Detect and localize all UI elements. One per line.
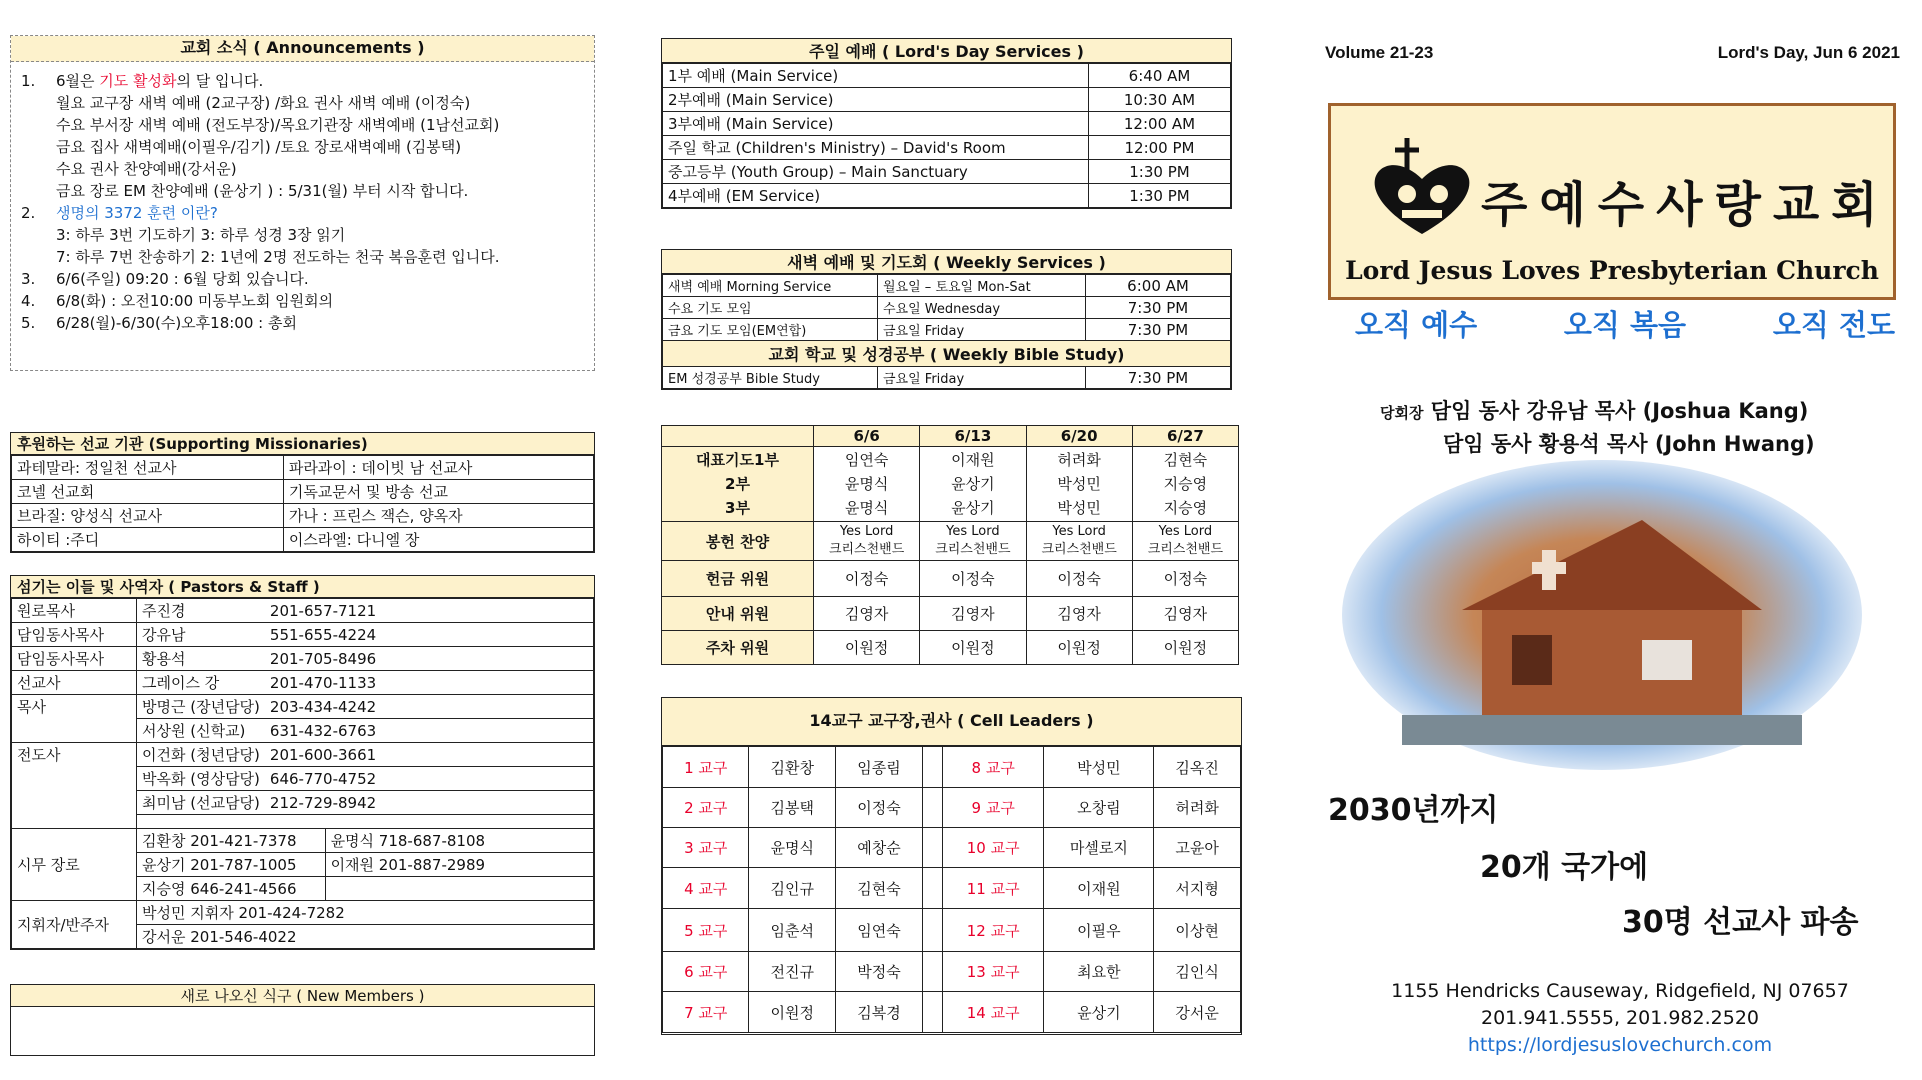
- table-row: 서상원 (신학교) 631-432-6763: [12, 719, 594, 743]
- list-item: 5. 6/28(월)-6/30(수)오후18:00 : 총회: [21, 314, 297, 332]
- table-row: 담임동사목사 황용석 201-705-8496: [12, 647, 594, 671]
- website-link[interactable]: https://lordjesuslovechurch.com: [1467, 1034, 1773, 1056]
- announcements-list: [11, 62, 594, 334]
- table-row: 주차 위원 이원정 이원정 이원정 이원정: [662, 631, 1239, 665]
- heart-cross-icon: [1367, 134, 1477, 244]
- church-logo: [1328, 103, 1896, 300]
- vision-line-3: 30명 선교사 파송: [1622, 905, 1859, 940]
- table-row: 수요 기도 모임 수요일 Wednesday 7:30 PM: [663, 297, 1231, 319]
- new-members-title: 새로 나오신 식구 ( New Members ): [11, 985, 594, 1007]
- list-item: 3: 하루 3번 기도하기 3: 하루 성경 3장 읽기: [56, 226, 346, 244]
- table-row: 2부예배 (Main Service) 10:30 AM: [663, 88, 1231, 112]
- volume-label: Volume 21-23: [1325, 43, 1434, 62]
- table-row: 강서운 201-546-4022: [12, 925, 594, 949]
- missionaries-box: [10, 432, 595, 553]
- table-row: 박옥화 (영상담당) 646-770-4752: [12, 767, 594, 791]
- table-row: 담임동사목사 강유남 551-655-4224: [12, 623, 594, 647]
- table-row: 헌금 위원 이정숙 이정숙 이정숙 이정숙: [662, 561, 1239, 597]
- church-building-photo: [1342, 460, 1862, 770]
- vision-line-2: 20개 국가에: [1480, 850, 1649, 885]
- table-row: 최미남 (선교담당) 212-729-8942: [12, 791, 594, 815]
- table-row: 전도사 이건화 (청년담당) 201-600-3661: [12, 743, 594, 767]
- table-row: 대표기도1부 2부 3부 임연숙 윤명식 윤명식 이재원 윤상기 윤상기 허려화 박성민 박성민 김현숙 지승영 지승영: [662, 447, 1239, 522]
- announcements-box: [10, 35, 595, 371]
- services-box: [661, 38, 1232, 209]
- table-row: 3 교구 윤명식 예창순 10 교구 마셀로지 고윤아: [663, 828, 1241, 868]
- table-row: 주일 학교 (Children's Ministry) – David's Room 12:00 PM: [663, 136, 1231, 160]
- vision-line-1: 2030년까지: [1328, 793, 1499, 828]
- table-row: 선교사 그레이스 강 201-470-1133: [12, 671, 594, 695]
- date-label: Lord's Day, Jun 6 2021: [1717, 43, 1900, 62]
- list-item: 2. 생명의 3372 훈련 이란?: [21, 204, 218, 222]
- table-row: 새벽 예배 Morning Service 월요일 – 토요일 Mon-Sat 6:00 AM: [663, 275, 1231, 297]
- duty-roster: [661, 425, 1239, 665]
- table-row: 시무 장로 김환창 201-421-7378 윤명식 718-687-8108: [12, 829, 594, 853]
- motto-item: 오직 복음: [1563, 308, 1687, 342]
- table-row: 4 교구 김인규 김현숙 11 교구 이재원 서지형: [663, 868, 1241, 909]
- cell-leaders-table: [662, 746, 1241, 1033]
- address: 1155 Hendricks Causeway, Ridgefield, NJ 07657: [1391, 980, 1849, 1002]
- table-row: EM 성경공부 Bible Study 금요일 Friday 7:30 PM: [663, 367, 1231, 389]
- table-row: 윤상기 201-787-1005 이재원 201-887-2989: [12, 853, 594, 877]
- table-row: 1부 예배 (Main Service) 6:40 AM: [663, 64, 1231, 88]
- pastor-1: 당회장 담임 동사 강유남 목사 (Joshua Kang): [1380, 399, 1809, 423]
- duty-table: [661, 425, 1239, 665]
- motto-item: 오직 전도: [1772, 308, 1895, 342]
- staff-table: [11, 598, 594, 949]
- list-item: 수요 부서장 새벽 예배 (전도부장)/목요기관장 새벽예배 (1남선교회): [56, 116, 500, 134]
- announcements-title: 교회 소식 ( Announcements ): [11, 36, 594, 62]
- list-item: 수요 권사 찬양예배(강서운): [56, 160, 237, 178]
- table-row: 지승영 646-241-4566: [12, 877, 594, 901]
- logo-korean-text: 주예수사랑교회: [1481, 177, 1890, 233]
- bible-study-title: 교회 학교 및 성경공부 ( Weekly Bible Study): [663, 341, 1231, 367]
- missionaries-table: [11, 455, 594, 552]
- table-row: 과테말라: 정일천 선교사 파라과이 : 데이빗 남 선교사: [12, 456, 594, 480]
- weekly-table: [662, 274, 1231, 389]
- table-row: 1 교구 김환창 임종림 8 교구 박성민 김옥진: [663, 747, 1241, 788]
- cell-leaders-title: 14교구 교구장,권사 ( Cell Leaders ): [662, 698, 1241, 746]
- table-row: 6/6 6/13 6/20 6/27: [662, 426, 1239, 447]
- pastor-2: 담임 동사 황용석 목사 (John Hwang): [1443, 432, 1815, 456]
- phone-numbers: 201.941.5555, 201.982.2520: [1480, 1007, 1759, 1029]
- table-row: 5 교구 임춘석 임연숙 12 교구 이필우 이상현: [663, 909, 1241, 952]
- list-item: 3. 6/6(주일) 09:20 : 6월 당회 있습니다.: [21, 270, 309, 288]
- table-row: 3부예배 (Main Service) 12:00 AM: [663, 112, 1231, 136]
- table-row: 안내 위원 김영자 김영자 김영자 김영자: [662, 597, 1239, 631]
- church-building-icon: [1342, 460, 1862, 770]
- weekly-title: 새벽 예배 및 기도회 ( Weekly Services ): [662, 250, 1231, 274]
- table-row: 원로목사 주진경 201-657-7121: [12, 599, 594, 623]
- services-table: [662, 63, 1231, 208]
- motto-item: 오직 예수: [1355, 308, 1478, 342]
- list-item: 7: 하루 7번 찬송하기 2: 1년에 2명 전도하는 천국 복음훈련 입니다.: [56, 248, 500, 266]
- table-row: 중고등부 (Youth Group) – Main Sanctuary 1:30 PM: [663, 160, 1231, 184]
- table-row: 2 교구 김봉택 이정숙 9 교구 오창림 허려화: [663, 788, 1241, 828]
- cell-leaders-box: [661, 697, 1242, 1035]
- new-members-box: [10, 984, 595, 1056]
- list-item: 금요 장로 EM 찬양예배 (윤상기 ) : 5/31(월) 부터 시작 합니다.: [56, 182, 469, 200]
- table-row: 7 교구 이원정 김복경 14 교구 윤상기 강서운: [663, 992, 1241, 1033]
- table-row: 4부예배 (EM Service) 1:30 PM: [663, 184, 1231, 208]
- table-row: 지휘자/반주자 박성민 지휘자 201-424-7282: [12, 901, 594, 925]
- table-row: 브라질: 양성식 선교사 가나 : 프린스 잭슨, 양옥자: [12, 504, 594, 528]
- table-row: 하이티 :주디 이스라엘: 다니엘 장: [12, 528, 594, 552]
- table-row: 목사 방명근 (장년담당) 203-434-4242: [12, 695, 594, 719]
- table-row: 봉헌 찬양 Yes Lord 크리스천밴드 Yes Lord 크리스천밴드 Yes Lord 크리스천밴드 Yes Lord 크리스천밴드: [662, 522, 1239, 561]
- staff-title: 섬기는 이들 및 사역자 ( Pastors & Staff ): [11, 576, 594, 598]
- table-row: 코넬 선교회 기독교문서 및 방송 선교: [12, 480, 594, 504]
- table-row: 금요 기도 모임(EM연합) 금요일 Friday 7:30 PM: [663, 319, 1231, 341]
- list-item: 4. 6/8(화) : 오전10:00 미동부노회 임원회의: [21, 292, 334, 310]
- list-item: 1. 6월은 기도 활성화의 달 입니다.: [21, 72, 264, 90]
- staff-box: [10, 575, 595, 950]
- list-item: 금요 집사 새벽예배(이필우/김기) /토요 장로새벽예배 (김봉택): [56, 138, 462, 156]
- services-title: 주일 예배 ( Lord's Day Services ): [662, 39, 1231, 63]
- church-name: Lord Jesus Loves Presbyterian Church: [1345, 256, 1879, 285]
- weekly-box: [661, 249, 1232, 390]
- table-row: [663, 341, 1231, 367]
- motto: [1355, 303, 1895, 344]
- list-item: 월요 교구장 새벽 예배 (2교구장) /화요 권사 새벽 예배 (이정숙): [56, 94, 471, 112]
- table-row: 6 교구 전진규 박정숙 13 교구 최요한 김인식: [663, 952, 1241, 992]
- missionaries-title: 후원하는 선교 기관 (Supporting Missionaries): [11, 433, 594, 455]
